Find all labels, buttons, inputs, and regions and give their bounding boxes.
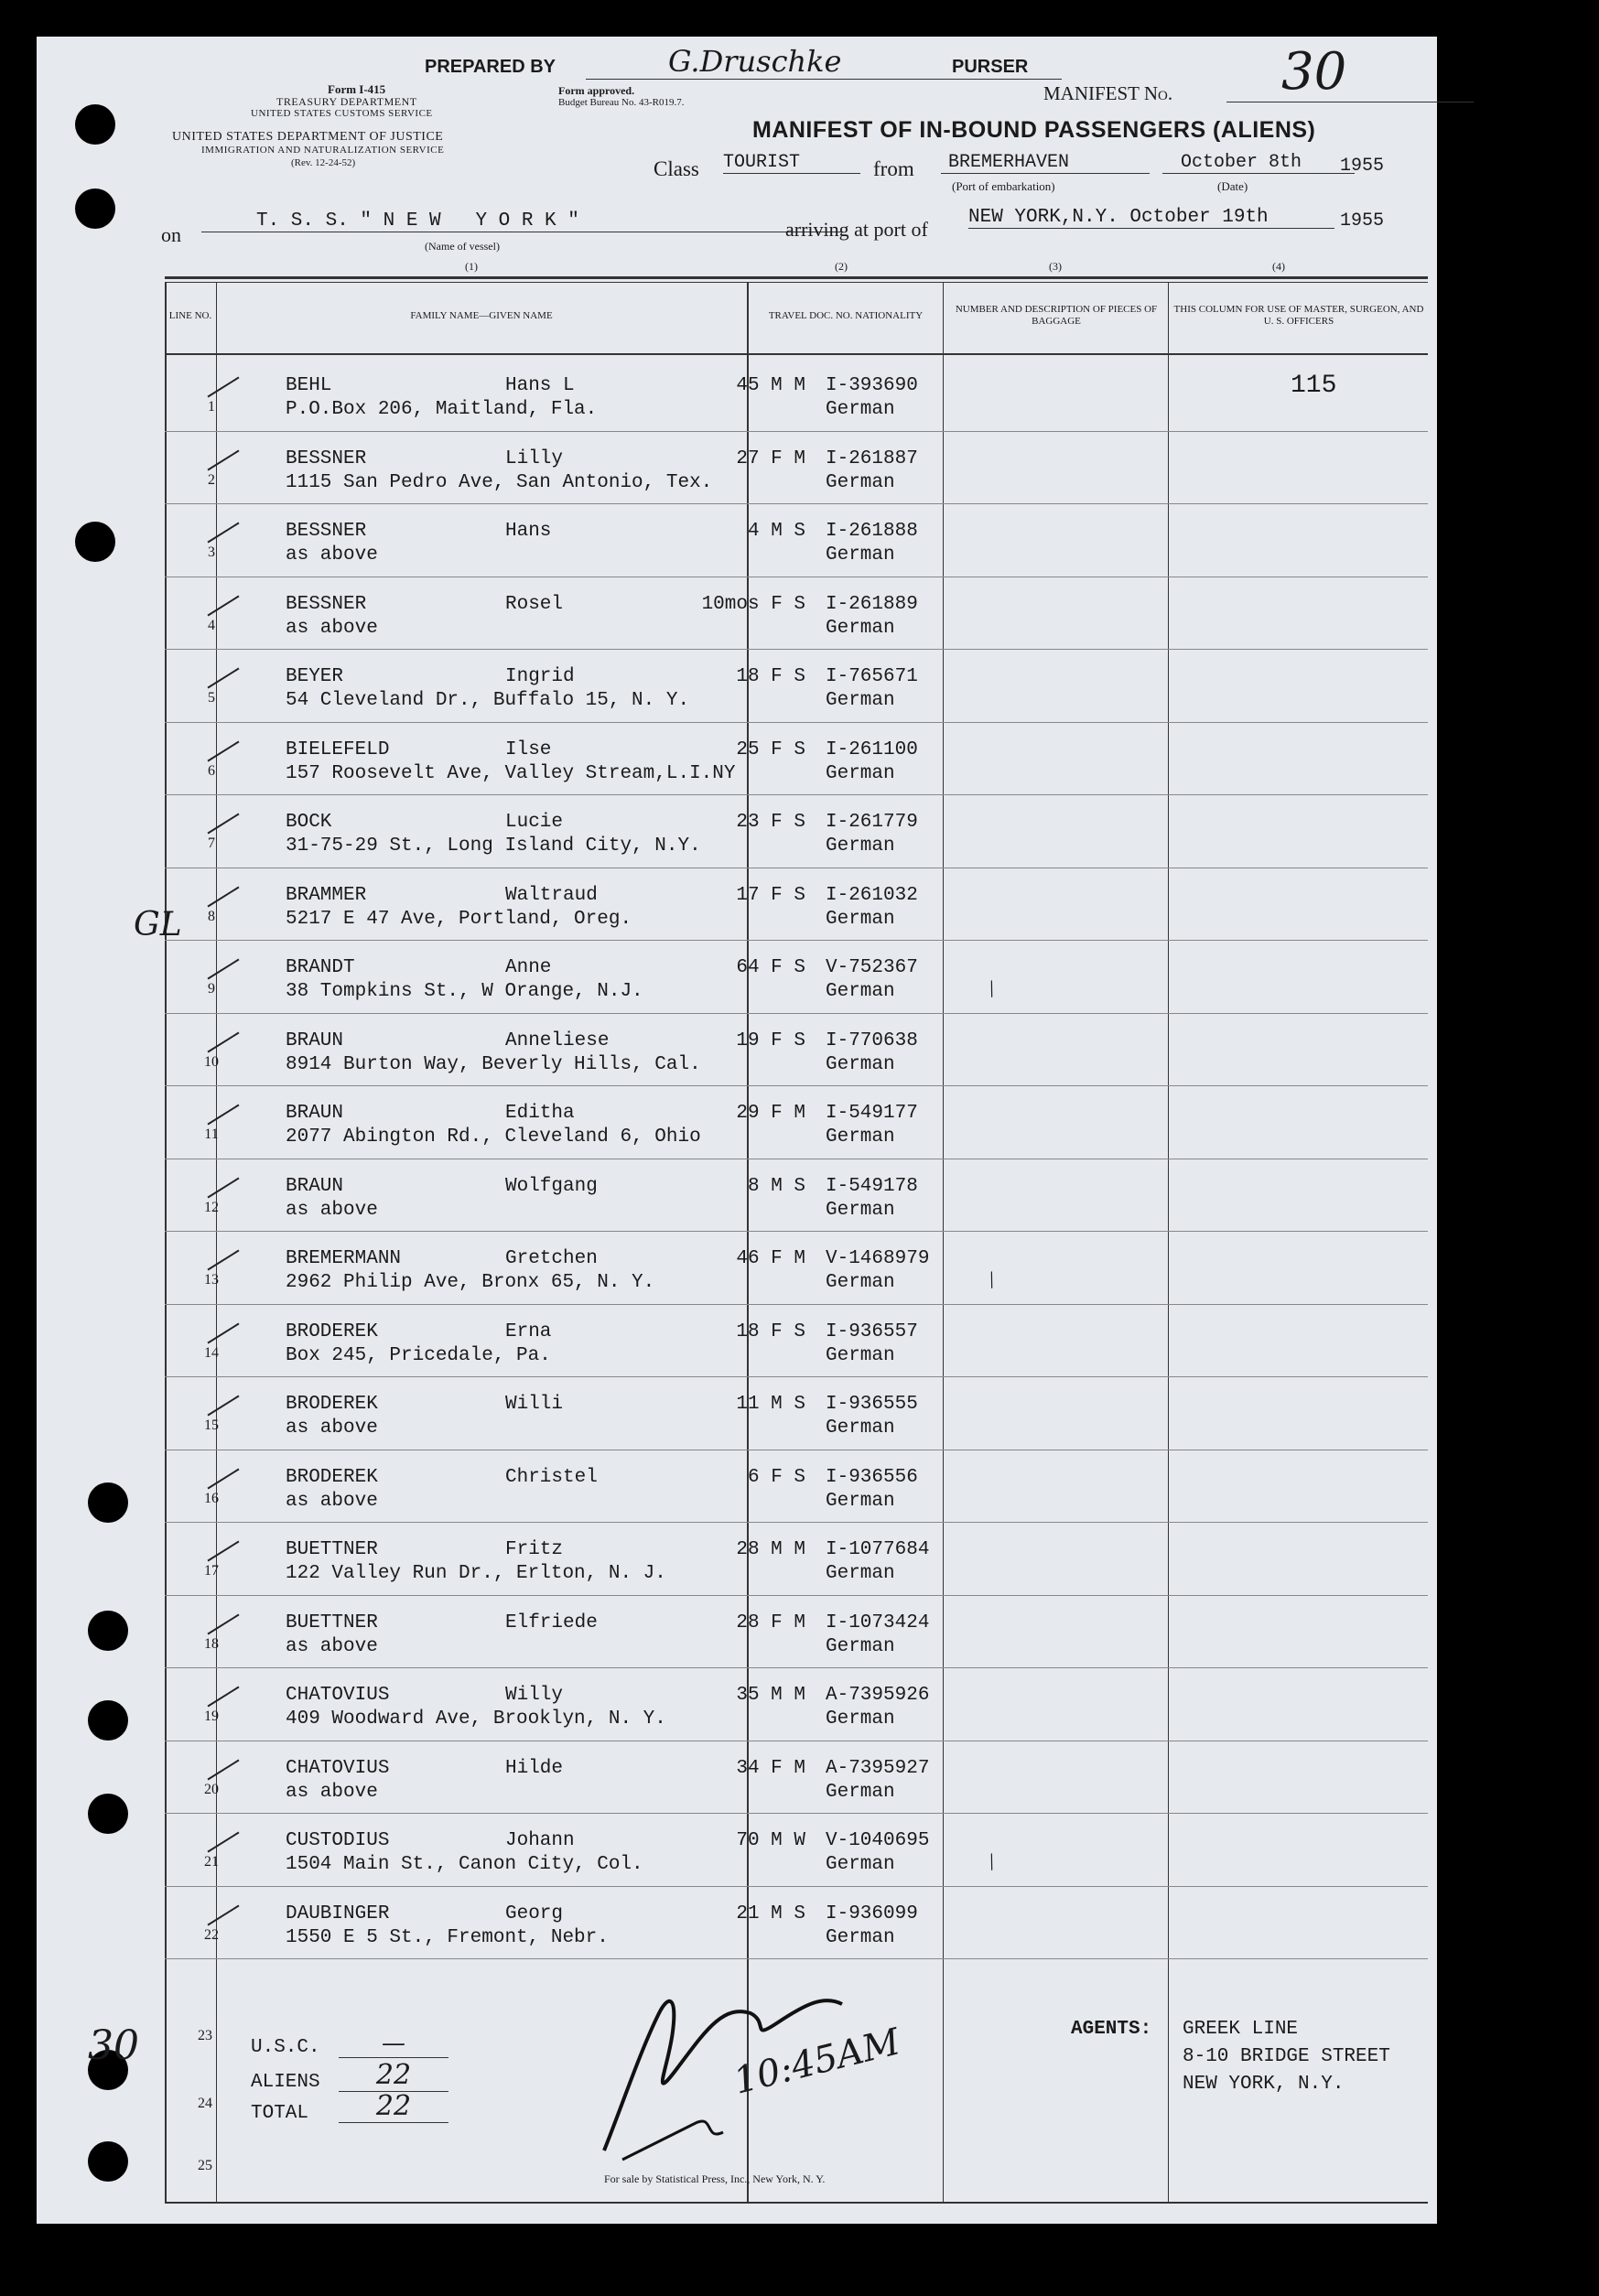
- table-row: [165, 1014, 1428, 1087]
- given-name: Anne: [505, 957, 552, 978]
- vessel-name: T. S. S. " N E W Y O R K ": [201, 210, 842, 232]
- nationality: German: [826, 1709, 895, 1730]
- age-sex-status: 10mos F S: [701, 593, 805, 615]
- usc-value: —: [339, 2030, 448, 2058]
- manifest-title: MANIFEST OF IN-BOUND PASSENGERS (ALIENS): [752, 117, 1316, 143]
- age-sex-status: 11 M S: [736, 1394, 805, 1415]
- family-name: BEHL: [286, 375, 332, 396]
- line-number: 5: [208, 690, 215, 706]
- travel-doc-number: I-261032: [826, 884, 918, 906]
- family-name: BREMERMANN: [286, 1248, 402, 1269]
- baggage-check: /: [984, 1848, 999, 1876]
- col-header-baggage: NUMBER AND DESCRIPTION OF PIECES OF BAGGAGE: [955, 304, 1158, 327]
- form-number: Form I-415: [328, 82, 386, 96]
- age-sex-status: 28 F M: [736, 1612, 805, 1633]
- binder-hole: [88, 1700, 128, 1741]
- nationality: German: [826, 1272, 895, 1293]
- family-name: BESSNER: [286, 593, 367, 615]
- check-mark-icon: [208, 1759, 240, 1780]
- travel-doc-number: I-1073424: [826, 1612, 930, 1633]
- col-header-line-no: LINE NO.: [168, 309, 212, 321]
- given-name: Willi: [505, 1394, 564, 1415]
- check-mark-icon: [208, 1832, 240, 1853]
- year-arrival: 1955: [1340, 210, 1385, 232]
- travel-doc-number: I-261889: [826, 593, 918, 615]
- age-sex-status: 46 F M: [736, 1248, 805, 1269]
- officer-count: 115: [1291, 372, 1337, 400]
- check-mark-icon: [208, 1105, 240, 1126]
- check-mark-icon: [208, 1322, 240, 1343]
- from-label: from: [873, 157, 914, 180]
- address: as above: [286, 544, 378, 566]
- travel-doc-number: I-936556: [826, 1466, 918, 1488]
- address: as above: [286, 1635, 378, 1657]
- line-number: 4: [208, 617, 215, 633]
- prepared-by-label: PREPARED BY: [425, 57, 556, 77]
- line-number-25: 25: [198, 2158, 212, 2173]
- address: P.O.Box 206, Maitland, Fla.: [286, 399, 598, 420]
- given-name: Editha: [505, 1103, 575, 1124]
- agent-line-2: 8-10 BRIDGE STREET: [1183, 2046, 1390, 2067]
- travel-doc-number: I-770638: [826, 1029, 918, 1051]
- binder-hole: [88, 2141, 128, 2182]
- family-name: DAUBINGER: [286, 1903, 390, 1924]
- table-row: [165, 1086, 1428, 1159]
- address: 409 Woodward Ave, Brooklyn, N. Y.: [286, 1709, 666, 1730]
- check-mark-icon: [208, 668, 240, 689]
- check-mark-icon: [208, 1177, 240, 1198]
- family-name: BOCK: [286, 812, 332, 833]
- port-embarkation: BREMERHAVEN: [941, 152, 1150, 174]
- age-sex-status: 27 F M: [736, 447, 805, 469]
- nationality: German: [826, 981, 895, 1002]
- arriving-label: arriving at port of: [785, 218, 928, 241]
- nationality: German: [826, 1781, 895, 1803]
- col-header-name: FAMILY NAME—GIVEN NAME: [410, 309, 553, 321]
- line-number: 1: [208, 399, 215, 415]
- address: Box 245, Pricedale, Pa.: [286, 1344, 551, 1366]
- travel-doc-number: I-936099: [826, 1903, 918, 1924]
- given-name: Lilly: [505, 447, 564, 469]
- baggage-check: /: [984, 975, 999, 1003]
- given-name: Gretchen: [505, 1248, 598, 1269]
- travel-doc-number: I-765671: [826, 666, 918, 687]
- table-row: [165, 795, 1428, 868]
- address: 54 Cleveland Dr., Buffalo 15, N. Y.: [286, 690, 690, 711]
- nationality: German: [826, 544, 895, 566]
- given-name: Hans L: [505, 375, 575, 396]
- line-number-24: 24: [198, 2096, 212, 2111]
- table-row: [165, 1668, 1428, 1741]
- travel-doc-number: V-1468979: [826, 1248, 930, 1269]
- table-row: [165, 1596, 1428, 1669]
- given-name: Christel: [505, 1466, 598, 1488]
- check-mark-icon: [208, 959, 240, 980]
- given-name: Johann: [505, 1830, 575, 1851]
- nationality: German: [826, 762, 895, 784]
- check-mark-icon: [208, 1468, 240, 1489]
- form-approved: Form approved.: [558, 84, 635, 97]
- col-index-3: (3): [1049, 260, 1062, 273]
- travel-doc-number: I-549177: [826, 1103, 918, 1124]
- family-name: BRAUN: [286, 1175, 344, 1197]
- line-number: 20: [204, 1781, 219, 1797]
- manifest-number: 30: [1226, 42, 1474, 102]
- given-name: Wolfgang: [505, 1175, 598, 1197]
- check-mark-icon: [208, 523, 240, 544]
- age-sex-status: 45 M M: [736, 375, 805, 396]
- arrival-port: NEW YORK,N.Y. October 19th: [968, 207, 1334, 229]
- line-number: 14: [204, 1344, 219, 1361]
- check-mark-icon: [208, 1250, 240, 1271]
- family-name: BRAUN: [286, 1029, 344, 1051]
- nationality: German: [826, 1926, 895, 1948]
- table-row: [165, 723, 1428, 796]
- given-name: Hilde: [505, 1757, 564, 1779]
- table-top-rule: [165, 276, 1428, 279]
- revision: (Rev. 12-24-52): [291, 157, 356, 168]
- family-name: CHATOVIUS: [286, 1757, 390, 1779]
- given-name: Willy: [505, 1685, 564, 1706]
- table-row: [165, 650, 1428, 723]
- line-number: 9: [208, 981, 215, 997]
- binder-hole: [88, 1794, 128, 1834]
- nationality: German: [826, 1126, 895, 1148]
- year-embark: 1955: [1340, 156, 1385, 177]
- travel-doc-number: A-7395927: [826, 1757, 930, 1779]
- given-name: Hans: [505, 521, 552, 542]
- family-name: BEYER: [286, 666, 344, 687]
- check-mark-icon: [208, 1904, 240, 1925]
- binder-hole: [75, 104, 115, 145]
- margin-note-30: 30: [88, 2022, 139, 2069]
- age-sex-status: 8 M S: [747, 1175, 805, 1197]
- travel-doc-number: I-393690: [826, 375, 918, 396]
- age-sex-status: 35 M M: [736, 1685, 805, 1706]
- treasury-dept: TREASURY DEPARTMENT: [276, 95, 417, 108]
- col-index-1: (1): [465, 260, 478, 273]
- travel-doc-number: I-261888: [826, 521, 918, 542]
- travel-doc-number: A-7395926: [826, 1685, 930, 1706]
- given-name: Waltraud: [505, 884, 598, 906]
- check-mark-icon: [208, 1541, 240, 1562]
- on-label: on: [161, 223, 181, 246]
- table-row: [165, 577, 1428, 651]
- given-name: Rosel: [505, 593, 564, 615]
- binder-hole: [75, 522, 115, 562]
- age-sex-status: 21 M S: [736, 1903, 805, 1924]
- line-number: 22: [204, 1926, 219, 1943]
- address: 31-75-29 St., Long Island City, N.Y.: [286, 835, 701, 857]
- age-sex-status: 23 F S: [736, 812, 805, 833]
- family-name: CUSTODIUS: [286, 1830, 390, 1851]
- col-header-doc: TRAVEL DOC. NO. NATIONALITY: [768, 309, 924, 321]
- agent-line-3: NEW YORK, N.Y.: [1183, 2074, 1345, 2095]
- check-mark-icon: [208, 740, 240, 761]
- travel-doc-number: I-549178: [826, 1175, 918, 1197]
- travel-doc-number: I-1077684: [826, 1539, 930, 1560]
- line-number: 6: [208, 762, 215, 779]
- family-name: BIELEFELD: [286, 738, 390, 760]
- line-number: 19: [204, 1709, 219, 1724]
- table-top-rule: [165, 282, 1428, 283]
- class-label: Class: [654, 157, 699, 180]
- table-row: [165, 359, 1428, 432]
- total-value: 22: [339, 2090, 448, 2123]
- age-sex-status: 29 F M: [736, 1103, 805, 1124]
- address: 157 Roosevelt Ave, Valley Stream,L.I.NY: [286, 762, 736, 784]
- date-caption: (Date): [1217, 179, 1248, 193]
- table-row: [165, 1159, 1428, 1233]
- nationality: German: [826, 1417, 895, 1439]
- given-name: Ilse: [505, 738, 552, 760]
- table-row: [165, 432, 1428, 505]
- family-name: BRAUN: [286, 1103, 344, 1124]
- manifest-no-label: MANIFEST No.: [1043, 82, 1173, 104]
- table-bottom-rule: [165, 2202, 1428, 2204]
- address: 38 Tompkins St., W Orange, N.J.: [286, 981, 643, 1002]
- address: 2962 Philip Ave, Bronx 65, N. Y.: [286, 1272, 655, 1293]
- table-row: [165, 1450, 1428, 1524]
- age-sex-status: 28 M M: [736, 1539, 805, 1560]
- line-number: 15: [204, 1417, 219, 1433]
- check-mark-icon: [208, 449, 240, 470]
- family-name: BRODEREK: [286, 1320, 378, 1342]
- check-mark-icon: [208, 814, 240, 835]
- address: as above: [286, 1490, 378, 1512]
- nationality: German: [826, 1344, 895, 1366]
- family-name: BUETTNER: [286, 1612, 378, 1633]
- ins-service: IMMIGRATION AND NATURALIZATION SERVICE: [201, 145, 445, 156]
- footer-imprint: For sale by Statistical Press, Inc., New York, N. Y.: [604, 2172, 826, 2185]
- travel-doc-number: V-752367: [826, 957, 918, 978]
- nationality: German: [826, 1199, 895, 1221]
- age-sex-status: 18 F S: [736, 666, 805, 687]
- age-sex-status: 6 F S: [747, 1466, 805, 1488]
- header-bottom-rule: [165, 353, 1428, 355]
- age-sex-status: 4 M S: [747, 521, 805, 542]
- address: as above: [286, 617, 378, 639]
- line-number: 8: [208, 908, 215, 924]
- line-number: 7: [208, 835, 215, 851]
- aliens-value: 22: [339, 2059, 448, 2092]
- family-name: CHATOVIUS: [286, 1685, 390, 1706]
- address: as above: [286, 1199, 378, 1221]
- check-mark-icon: [208, 1613, 240, 1634]
- budget-bureau: Budget Bureau No. 43-R019.7.: [558, 97, 685, 108]
- given-name: Elfriede: [505, 1612, 598, 1633]
- line-number: 2: [208, 471, 215, 488]
- check-mark-icon: [208, 377, 240, 398]
- binder-hole: [75, 189, 115, 229]
- address: 1115 San Pedro Ave, San Antonio, Tex.: [286, 471, 713, 493]
- nationality: German: [826, 908, 895, 930]
- given-name: Ingrid: [505, 666, 575, 687]
- class-value: TOURIST: [723, 152, 860, 174]
- family-name: BRODEREK: [286, 1394, 378, 1415]
- table-row: [165, 1814, 1428, 1887]
- justice-dept: UNITED STATES DEPARTMENT OF JUSTICE: [172, 130, 444, 144]
- line-number: 10: [204, 1053, 219, 1070]
- manifest-page: [37, 37, 1437, 2224]
- age-sex-status: 25 F S: [736, 738, 805, 760]
- travel-doc-number: I-936557: [826, 1320, 918, 1342]
- family-name: BRAMMER: [286, 884, 367, 906]
- age-sex-status: 18 F S: [736, 1320, 805, 1342]
- vessel-caption: (Name of vessel): [425, 240, 500, 253]
- check-mark-icon: [208, 1396, 240, 1417]
- arrival-time-stamp: 10:45AM: [729, 2021, 904, 2103]
- line-number-23: 23: [198, 2028, 212, 2043]
- baggage-check: /: [984, 1266, 999, 1294]
- given-name: Anneliese: [505, 1029, 610, 1051]
- nationality: German: [826, 1854, 895, 1875]
- family-name: BESSNER: [286, 447, 367, 469]
- address: as above: [286, 1781, 378, 1803]
- address: 8914 Burton Way, Beverly Hills, Cal.: [286, 1053, 701, 1075]
- address: as above: [286, 1417, 378, 1439]
- age-sex-status: 70 M W: [736, 1830, 805, 1851]
- table-row: [165, 868, 1428, 942]
- age-sex-status: 64 F S: [736, 957, 805, 978]
- table-row: [165, 504, 1428, 577]
- check-mark-icon: [208, 1031, 240, 1052]
- address: 1550 E 5 St., Fremont, Nebr.: [286, 1926, 609, 1948]
- family-name: BRODEREK: [286, 1466, 378, 1488]
- table-row: [165, 1377, 1428, 1450]
- aliens-label: ALIENS: [251, 2072, 320, 2093]
- line-number: 17: [204, 1563, 219, 1579]
- given-name: Fritz: [505, 1539, 564, 1560]
- travel-doc-number: V-1040695: [826, 1830, 930, 1851]
- margin-note-gl: GL: [134, 906, 182, 943]
- family-name: BUETTNER: [286, 1539, 378, 1560]
- family-name: BRANDT: [286, 957, 355, 978]
- travel-doc-number: I-261779: [826, 812, 918, 833]
- address: 5217 E 47 Ave, Portland, Oreg.: [286, 908, 632, 930]
- check-mark-icon: [208, 886, 240, 907]
- nationality: German: [826, 1635, 895, 1657]
- given-name: Lucie: [505, 812, 564, 833]
- col-index-4: (4): [1272, 260, 1285, 273]
- address: 2077 Abington Rd., Cleveland 6, Ohio: [286, 1126, 701, 1148]
- check-mark-icon: [208, 595, 240, 616]
- travel-doc-number: I-936555: [826, 1394, 918, 1415]
- table-row: [165, 1305, 1428, 1378]
- nationality: German: [826, 471, 895, 493]
- table-row: [165, 941, 1428, 1014]
- prepared-by-value: G.Druschke: [586, 44, 1062, 80]
- nationality: German: [826, 617, 895, 639]
- travel-doc-number: I-261100: [826, 738, 918, 760]
- check-mark-icon: [208, 1687, 240, 1708]
- binder-hole: [88, 1482, 128, 1523]
- purser-label: PURSER: [952, 57, 1029, 77]
- address: 122 Valley Run Dr., Erlton, N. J.: [286, 1563, 666, 1584]
- embark-date: October 8th: [1162, 152, 1355, 174]
- address: 1504 Main St., Canon City, Col.: [286, 1854, 643, 1875]
- line-number: 18: [204, 1635, 219, 1652]
- nationality: German: [826, 399, 895, 420]
- table-row: [165, 1232, 1428, 1305]
- line-number: 13: [204, 1272, 219, 1288]
- table-row: [165, 1523, 1428, 1596]
- col-index-2: (2): [835, 260, 848, 273]
- nationality: German: [826, 1053, 895, 1075]
- nationality: German: [826, 835, 895, 857]
- table-row: [165, 1741, 1428, 1815]
- binder-hole: [88, 1611, 128, 1651]
- line-number: 12: [204, 1199, 219, 1215]
- agents-label: AGENTS:: [1071, 2019, 1152, 2040]
- family-name: BESSNER: [286, 521, 367, 542]
- customs-service: UNITED STATES CUSTOMS SERVICE: [251, 108, 433, 119]
- line-number: 3: [208, 544, 215, 560]
- nationality: German: [826, 1490, 895, 1512]
- age-sex-status: 19 F S: [736, 1029, 805, 1051]
- agent-line-1: GREEK LINE: [1183, 2019, 1299, 2040]
- port-embark-caption: (Port of embarkation): [952, 179, 1055, 193]
- given-name: Georg: [505, 1903, 564, 1924]
- line-number: 21: [204, 1854, 219, 1870]
- col-header-officers: THIS COLUMN FOR USE OF MASTER, SURGEON, AND U. S. OFFICERS: [1173, 304, 1424, 327]
- line-number: 11: [204, 1126, 219, 1142]
- total-label: TOTAL: [251, 2103, 309, 2124]
- usc-label: U.S.C.: [251, 2037, 320, 2058]
- age-sex-status: 34 F M: [736, 1757, 805, 1779]
- age-sex-status: 17 F S: [736, 884, 805, 906]
- given-name: Erna: [505, 1320, 552, 1342]
- line-number: 16: [204, 1490, 219, 1506]
- nationality: German: [826, 1563, 895, 1584]
- travel-doc-number: I-261887: [826, 447, 918, 469]
- nationality: German: [826, 690, 895, 711]
